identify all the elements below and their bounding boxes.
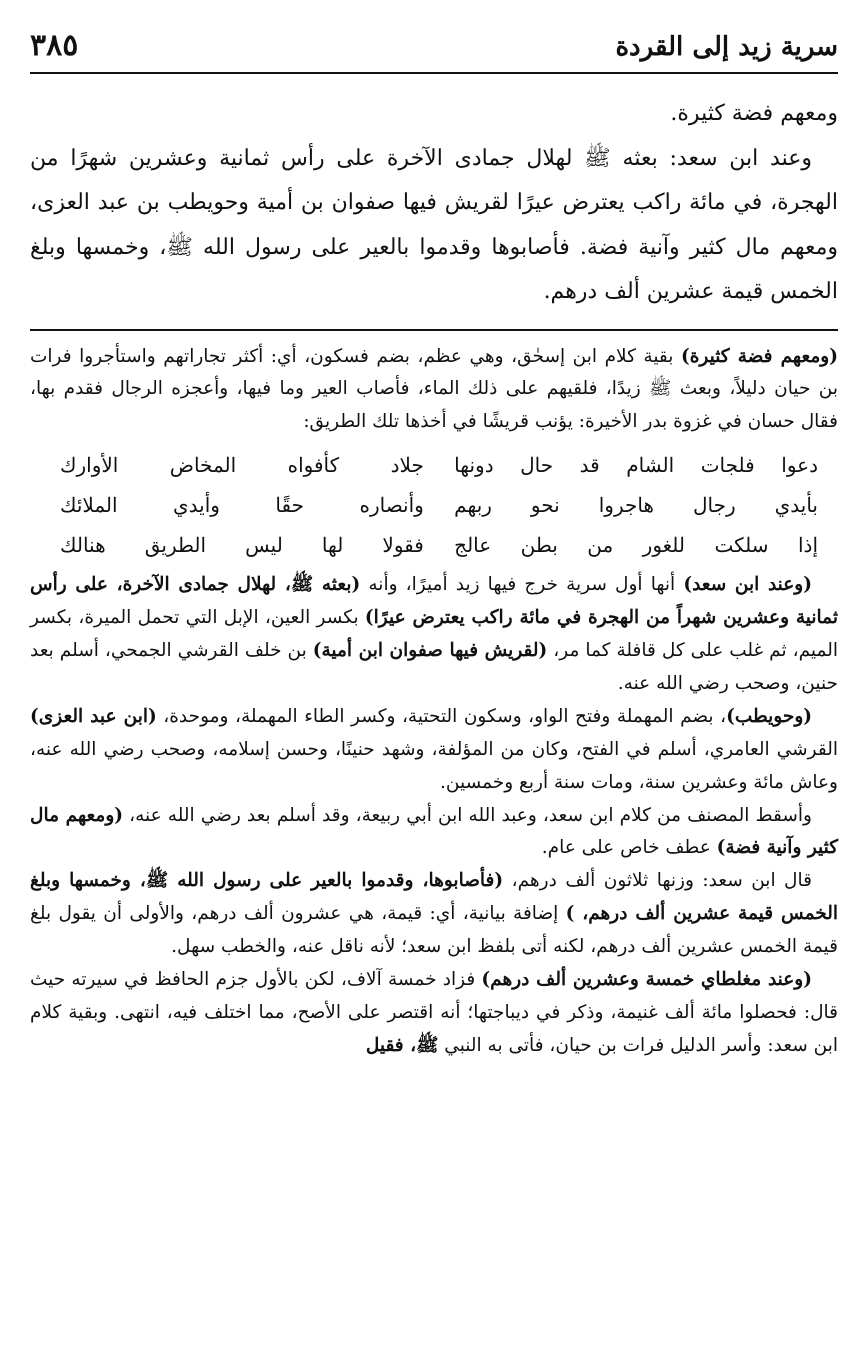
quoted-lemma: (وحويطب) bbox=[726, 705, 813, 727]
commentary-paragraph bbox=[30, 964, 838, 1063]
quoted-lemma: (وعند مغلطاي خمسة وعشرين ألف درهم) bbox=[481, 969, 812, 991]
hemistich-first: دعوا فلجات الشام قد حال دونها bbox=[454, 452, 818, 477]
page-number: ٣٨٥ bbox=[30, 28, 79, 63]
commentary-text: ، بضم المهملة وفتح الواو، وسكون التحتية، وكسر الطاء المهملة، وموحدة، bbox=[156, 705, 727, 727]
commentary-text: بن خلف القرشي الجمحي، أسلم بعد حنين، وصحب رضي الله عنه. bbox=[30, 640, 838, 694]
quoted-lemma: (وعند ابن سعد) bbox=[683, 574, 812, 596]
quoted-lemma: (لقريش فيها صفوان ابن أمية) bbox=[312, 640, 548, 662]
commentary-text: قال ابن سعد: وزنها ثلاثون ألف درهم، bbox=[503, 870, 812, 892]
commentary-paragraph bbox=[30, 800, 838, 866]
hemistich-second: وأنصاره حقًا وأيدي الملائك bbox=[60, 492, 424, 517]
main-paragraph: ومعهم فضة كثيرة. bbox=[670, 101, 838, 126]
page-header bbox=[30, 28, 838, 68]
quoted-lemma: (ابن عبد العزى) bbox=[30, 705, 157, 727]
commentary-text: بكسر العين، الإبل التي تحمل الميرة، بكسر الميم، ثم غلب على كل قافلة كما مر، bbox=[30, 607, 838, 662]
quoted-lemma: (بعثه ﷺ، لهلال جمادى الآخرة، على رأس ثمانية وعشرين شهراً من الهجرة في مائة راكب يعترض عيرًا) bbox=[30, 574, 838, 629]
commentary-paragraph bbox=[30, 341, 838, 440]
footnote-separator bbox=[30, 329, 838, 331]
hemistich-first: بأيدي رجال هاجروا نحو ربهم bbox=[454, 492, 818, 517]
poem-verse bbox=[30, 445, 838, 485]
quoted-lemma: ﷺ، فقيل bbox=[365, 1034, 439, 1056]
commentary-paragraph bbox=[30, 865, 838, 964]
hemistich-first: إذا سلكت للغور من بطن عالج bbox=[454, 532, 818, 557]
running-title: سرية زيد إلى القردة bbox=[615, 32, 838, 62]
poem bbox=[30, 445, 838, 565]
hemistich-second: فقولا لها ليس الطريق هنالك bbox=[60, 532, 424, 557]
commentary-text: فزاد خمسة آلاف، لكن بالأول جزم الحافظ في سيرته حيث قال: فحصلوا مائة ألف غنيمة، وذكر في ديباجتها؛ أنه اقتصر على الأصح، مما اختلف فيه، انتهى. وبقية كلام ابن سعد: وأسر الدليل فرات بن حيان، فأتى به النبي bbox=[30, 969, 838, 1056]
commentary-text: بقية كلام ابن إسحٰق، وهي عظم، بضم فسكون، أي: أكثر تجاراتهم واستأجروا فرات بن حيان دليلاً، وبعث ﷺ زيدًا، فلقيهم على ذلك الماء، فأصاب العير وما فيها، وأعجزه الرجال فقدم بها، فقال حسان في غزوة بدر الأخيرة: يؤنب قريشًا في أخذها تلك الطريق: bbox=[30, 345, 838, 433]
header-rule bbox=[30, 72, 838, 74]
quoted-lemma: (ومعهم مال كثير وآنية فضة) bbox=[30, 804, 838, 859]
commentary-text: القرشي العامري، أسلم في الفتح، وكان من المؤلفة، وشهد حنينًا، وحسن إسلامه، وصحب رضي الله عنه، وعاش مائة وعشرين سنة، ومات سنة أربع وخمسين. bbox=[30, 738, 838, 793]
commentary-text: وأسقط المصنف من كلام ابن سعد، وعبد الله ابن أبي ربيعة، وقد أسلم بعد رضي الله عنه، bbox=[123, 804, 812, 826]
commentary-paragraph bbox=[30, 701, 838, 800]
commentary bbox=[30, 341, 838, 1063]
main-text bbox=[30, 92, 838, 315]
commentary-text: أنها أول سرية خرج فيها زيد أميرًا، وأنه bbox=[360, 574, 684, 596]
commentary-paragraph bbox=[30, 569, 838, 701]
commentary-text: عطف خاص على عام. bbox=[541, 837, 717, 859]
poem-verse bbox=[30, 525, 838, 565]
quoted-lemma: (فأصابوها، وقدموا بالعير على رسول الله ﷺ، وخمسها وبلغ الخمس قيمة عشرين ألف درهم، ) bbox=[30, 870, 838, 925]
quoted-lemma: (ومعهم فضة كثيرة) bbox=[680, 345, 838, 367]
main-paragraph: وعند ابن سعد: بعثه ﷺ لهلال جمادى الآخرة على رأس ثمانية وعشرين شهرًا من الهجرة، في مائة راكب يعترض عيرًا لقريش فيها صفوان بن أمية وحويطب بن عبد العزى، ومعهم مال كثير وآنية فضة. فأصابوها وقدموا بالعير على رسول الله ﷺ، وخمسها وبلغ الخمس قيمة عشرين ألف درهم. bbox=[30, 145, 838, 304]
hemistich-second: جلاد كأفواه المخاض الأوارك bbox=[60, 452, 424, 477]
commentary-text: إضافة بيانية، أي: قيمة، هي عشرون ألف درهم، والأولى أن يقول بلغ قيمة الخمس عشرين ألف درهم، لكنه أتى بلفظ ابن سعد؛ لأنه ناقل عنه، والخطب سهل. bbox=[30, 903, 838, 958]
poem-verse bbox=[30, 485, 838, 525]
